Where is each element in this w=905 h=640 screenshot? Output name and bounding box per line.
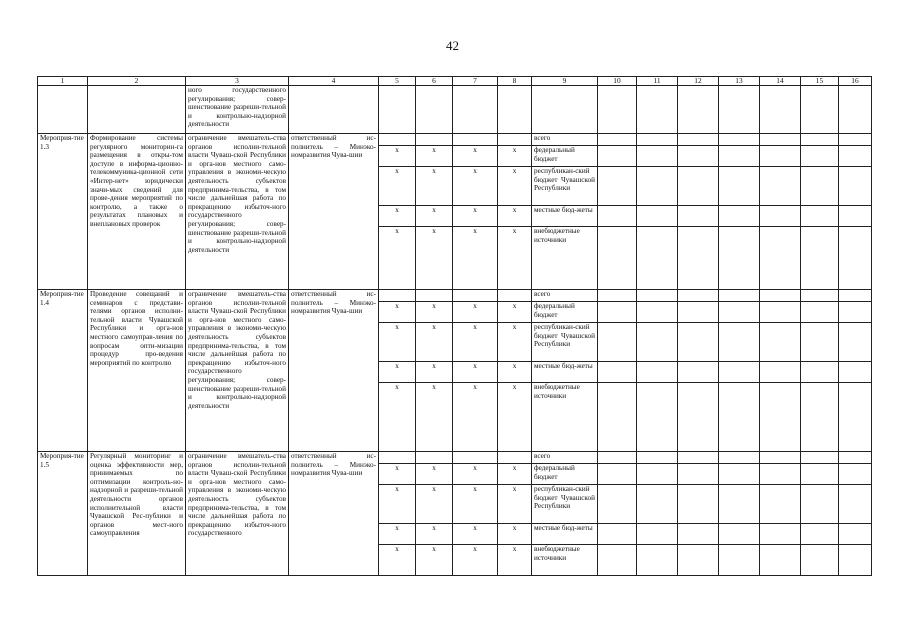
code-cell bbox=[498, 290, 532, 302]
code-cell: х bbox=[498, 167, 532, 206]
year-cell bbox=[839, 524, 872, 545]
code-cell: х bbox=[379, 146, 416, 167]
code-cell: х bbox=[416, 167, 453, 206]
year-cell bbox=[839, 167, 872, 206]
year-cell bbox=[598, 545, 637, 576]
year-cell bbox=[678, 524, 719, 545]
empty-cell bbox=[760, 86, 801, 134]
empty-cell bbox=[38, 86, 88, 134]
code-cell: х bbox=[379, 524, 416, 545]
funding-source: всего bbox=[532, 134, 598, 146]
year-cell bbox=[678, 146, 719, 167]
code-cell bbox=[416, 134, 453, 146]
column-number: 11 bbox=[637, 77, 678, 86]
year-cell bbox=[801, 290, 839, 302]
year-cell bbox=[637, 146, 678, 167]
measure-description: Регулярный мониторинг и оценка эффективности мер, принимаемых по оптимизации контроль-но-надзорной и разреши-тельной деятельности органов исполнительной власти Чувашской Рес-публики и органов мест-ного самоуправления bbox=[88, 452, 186, 576]
code-cell bbox=[379, 134, 416, 146]
empty-cell bbox=[801, 86, 839, 134]
year-cell bbox=[678, 464, 719, 485]
empty-cell bbox=[498, 86, 532, 134]
measure-executor: ответственный ис-полнитель – Минэко-номразвития Чува-шии bbox=[289, 290, 379, 452]
goal-cell: ного государственного регулирования; совер-шенствование разреши-тельной и контрольно-надзорной деятельности bbox=[186, 86, 289, 134]
measure-name: Мероприя-тие 1.4 bbox=[38, 290, 88, 452]
column-number: 12 bbox=[678, 77, 719, 86]
empty-cell bbox=[678, 86, 719, 134]
year-cell bbox=[801, 362, 839, 383]
year-cell bbox=[719, 227, 760, 290]
year-cell bbox=[678, 227, 719, 290]
code-cell: х bbox=[453, 323, 498, 362]
year-cell bbox=[678, 545, 719, 576]
year-cell bbox=[598, 167, 637, 206]
year-cell bbox=[801, 452, 839, 464]
code-cell bbox=[498, 134, 532, 146]
year-cell bbox=[760, 362, 801, 383]
empty-cell bbox=[719, 86, 760, 134]
empty-cell bbox=[598, 86, 637, 134]
year-cell bbox=[637, 134, 678, 146]
code-cell: х bbox=[416, 545, 453, 576]
year-cell bbox=[839, 383, 872, 452]
measure-goal: ограничение вмешатель-ства органов исполни-тельной власти Чуваш-ской Республики и орга-нов местного само-управления в экономи-ческую деятельность субъектов предпринима-тельства, в том числе дальнейшая работа по прекращению избыточ-ного государственного регулирования; совер-шенствование разреши-тельной и контрольно-надзорной деятельности bbox=[186, 134, 289, 290]
code-cell: х bbox=[379, 302, 416, 323]
funding-source: местные бюд-жеты bbox=[532, 206, 598, 227]
year-cell bbox=[719, 524, 760, 545]
code-cell: х bbox=[453, 485, 498, 524]
year-cell bbox=[760, 290, 801, 302]
year-cell bbox=[598, 134, 637, 146]
year-cell bbox=[760, 545, 801, 576]
year-cell bbox=[598, 362, 637, 383]
year-cell bbox=[637, 485, 678, 524]
code-cell: х bbox=[416, 362, 453, 383]
year-cell bbox=[839, 227, 872, 290]
year-cell bbox=[678, 452, 719, 464]
code-cell: х bbox=[498, 206, 532, 227]
year-cell bbox=[760, 227, 801, 290]
column-number: 2 bbox=[88, 77, 186, 86]
year-cell bbox=[598, 206, 637, 227]
measure-description: Формирование системы регулярного мониторин-га размещения в откры-том доступе в информа-ционно-телекоммуника-ционной сети «Интер-нет» юридически значи-мых сведений для прове-дения мероприятий по контролю, а также о результатах плановых и внеплановых проверок bbox=[88, 134, 186, 290]
code-cell: х bbox=[498, 464, 532, 485]
code-cell bbox=[453, 452, 498, 464]
year-cell bbox=[637, 524, 678, 545]
year-cell bbox=[760, 452, 801, 464]
year-cell bbox=[719, 464, 760, 485]
code-cell: х bbox=[379, 323, 416, 362]
measure-executor: ответственный ис-полнитель – Минэко-номразвития Чува-шии bbox=[289, 452, 379, 576]
year-cell bbox=[839, 206, 872, 227]
empty-cell bbox=[532, 86, 598, 134]
year-cell bbox=[719, 362, 760, 383]
year-cell bbox=[678, 362, 719, 383]
year-cell bbox=[839, 302, 872, 323]
code-cell: х bbox=[498, 227, 532, 290]
measure-description: Проведение совещаний и семинаров с представи-телями органов исполни-тельной власти Чувашской Республики и орга-нов местного самоуправ-ления по вопросам опти-мизации процедур про-ведения мероприятий по контролю bbox=[88, 290, 186, 452]
year-cell bbox=[637, 452, 678, 464]
empty-cell bbox=[839, 86, 872, 134]
year-cell bbox=[637, 383, 678, 452]
year-cell bbox=[839, 464, 872, 485]
code-cell: х bbox=[379, 485, 416, 524]
year-cell bbox=[839, 485, 872, 524]
year-cell bbox=[678, 302, 719, 323]
code-cell: х bbox=[379, 167, 416, 206]
column-number: 3 bbox=[186, 77, 289, 86]
code-cell bbox=[453, 290, 498, 302]
code-cell: х bbox=[453, 227, 498, 290]
year-cell bbox=[839, 362, 872, 383]
year-cell bbox=[719, 323, 760, 362]
year-cell bbox=[719, 206, 760, 227]
year-cell bbox=[637, 206, 678, 227]
code-cell bbox=[379, 290, 416, 302]
code-cell: х bbox=[379, 227, 416, 290]
empty-cell bbox=[289, 86, 379, 134]
funding-source: местные бюд-жеты bbox=[532, 362, 598, 383]
year-cell bbox=[801, 206, 839, 227]
code-cell: х bbox=[453, 464, 498, 485]
year-cell bbox=[678, 383, 719, 452]
code-cell: х bbox=[498, 302, 532, 323]
year-cell bbox=[839, 290, 872, 302]
year-cell bbox=[598, 227, 637, 290]
measure-goal: ограничение вмешатель-ства органов исполни-тельной власти Чуваш-ской Республики и орга-нов местного само-управления в экономи-ческую деятельность субъектов предпринима-тельства, в том числе дальнейшая работа по прекращению избыточ-ного государственного bbox=[186, 452, 289, 576]
year-cell bbox=[637, 362, 678, 383]
year-cell bbox=[760, 167, 801, 206]
year-cell bbox=[839, 134, 872, 146]
column-number: 13 bbox=[719, 77, 760, 86]
year-cell bbox=[637, 302, 678, 323]
year-cell bbox=[678, 323, 719, 362]
code-cell: х bbox=[416, 227, 453, 290]
measure-executor: ответственный ис-полнитель – Минэко-номразвития Чува-шии bbox=[289, 134, 379, 290]
year-cell bbox=[719, 383, 760, 452]
year-cell bbox=[801, 545, 839, 576]
code-cell: х bbox=[453, 302, 498, 323]
column-number: 9 bbox=[532, 77, 598, 86]
year-cell bbox=[801, 146, 839, 167]
year-cell bbox=[598, 146, 637, 167]
year-cell bbox=[637, 227, 678, 290]
funding-source: республикан-ский бюджет Чувашской Республики bbox=[532, 167, 598, 206]
code-cell: х bbox=[498, 146, 532, 167]
column-number: 1 bbox=[38, 77, 88, 86]
column-number: 5 bbox=[379, 77, 416, 86]
year-cell bbox=[760, 524, 801, 545]
code-cell: х bbox=[416, 302, 453, 323]
year-cell bbox=[760, 302, 801, 323]
page-number: 42 bbox=[446, 38, 459, 53]
funding-source: федеральный бюджет bbox=[532, 146, 598, 167]
column-number: 7 bbox=[453, 77, 498, 86]
year-cell bbox=[801, 227, 839, 290]
year-cell bbox=[839, 452, 872, 464]
funding-source: внебюджетные источники bbox=[532, 227, 598, 290]
code-cell: х bbox=[453, 206, 498, 227]
measure-goal: ограничение вмешатель-ства органов исполни-тельной власти Чуваш-ской Республики и орга-нов местного само-управления в экономи-ческую деятельность субъектов предпринима-тельства, в том числе дальнейшая работа по прекращению избыточ-ного государственного регулирования; совер-шенствование разреши-тельной и контрольно-надзорной деятельности bbox=[186, 290, 289, 452]
year-cell bbox=[637, 545, 678, 576]
year-cell bbox=[678, 206, 719, 227]
column-number: 14 bbox=[760, 77, 801, 86]
code-cell: х bbox=[379, 206, 416, 227]
year-cell bbox=[801, 485, 839, 524]
year-cell bbox=[839, 545, 872, 576]
year-cell bbox=[760, 383, 801, 452]
code-cell: х bbox=[453, 383, 498, 452]
code-cell: х bbox=[416, 206, 453, 227]
code-cell: х bbox=[453, 167, 498, 206]
year-cell bbox=[839, 146, 872, 167]
column-number: 10 bbox=[598, 77, 637, 86]
year-cell bbox=[801, 323, 839, 362]
column-number: 15 bbox=[801, 77, 839, 86]
funding-source: местные бюд-жеты bbox=[532, 524, 598, 545]
column-number: 16 bbox=[839, 77, 872, 86]
code-cell: х bbox=[379, 464, 416, 485]
year-cell bbox=[801, 383, 839, 452]
code-cell: х bbox=[498, 323, 532, 362]
code-cell bbox=[379, 452, 416, 464]
year-cell bbox=[637, 464, 678, 485]
code-cell: х bbox=[416, 323, 453, 362]
year-cell bbox=[598, 485, 637, 524]
year-cell bbox=[801, 167, 839, 206]
funding-source: федеральный бюджет bbox=[532, 302, 598, 323]
funding-source: внебюджетные источники bbox=[532, 383, 598, 452]
year-cell bbox=[801, 134, 839, 146]
code-cell: х bbox=[498, 524, 532, 545]
funding-source: всего bbox=[532, 290, 598, 302]
year-cell bbox=[598, 323, 637, 362]
measure-name: Мероприя-тие 1.5 bbox=[38, 452, 88, 576]
year-cell bbox=[760, 146, 801, 167]
year-cell bbox=[678, 485, 719, 524]
measure-name: Мероприя-тие 1.3 bbox=[38, 134, 88, 290]
year-cell bbox=[760, 464, 801, 485]
year-cell bbox=[598, 524, 637, 545]
measure-row bbox=[38, 452, 872, 464]
code-cell: х bbox=[453, 524, 498, 545]
code-cell: х bbox=[416, 464, 453, 485]
year-cell bbox=[637, 323, 678, 362]
year-cell bbox=[678, 290, 719, 302]
year-cell bbox=[801, 302, 839, 323]
year-cell bbox=[637, 290, 678, 302]
funding-source: республикан-ский бюджет Чувашской Республики bbox=[532, 323, 598, 362]
year-cell bbox=[760, 134, 801, 146]
year-cell bbox=[760, 323, 801, 362]
program-table bbox=[37, 76, 872, 576]
code-cell: х bbox=[416, 524, 453, 545]
continuation-row bbox=[38, 86, 872, 134]
year-cell bbox=[760, 206, 801, 227]
header-row bbox=[38, 77, 872, 86]
code-cell: х bbox=[453, 362, 498, 383]
year-cell bbox=[719, 452, 760, 464]
code-cell: х bbox=[498, 383, 532, 452]
year-cell bbox=[678, 167, 719, 206]
column-number: 6 bbox=[416, 77, 453, 86]
funding-source: федеральный бюджет bbox=[532, 464, 598, 485]
code-cell: х bbox=[498, 485, 532, 524]
code-cell: х bbox=[379, 362, 416, 383]
funding-source: республикан-ский бюджет Чувашской Республики bbox=[532, 485, 598, 524]
measure-row bbox=[38, 134, 872, 146]
code-cell: х bbox=[416, 485, 453, 524]
measure-row bbox=[38, 290, 872, 302]
empty-cell bbox=[379, 86, 416, 134]
code-cell: х bbox=[416, 383, 453, 452]
code-cell bbox=[453, 134, 498, 146]
empty-cell bbox=[637, 86, 678, 134]
code-cell: х bbox=[453, 545, 498, 576]
year-cell bbox=[760, 485, 801, 524]
code-cell bbox=[416, 290, 453, 302]
year-cell bbox=[598, 290, 637, 302]
code-cell: х bbox=[498, 545, 532, 576]
funding-source: внебюджетные источники bbox=[532, 545, 598, 576]
year-cell bbox=[839, 323, 872, 362]
year-cell bbox=[598, 383, 637, 452]
year-cell bbox=[719, 290, 760, 302]
code-cell: х bbox=[453, 146, 498, 167]
empty-cell bbox=[416, 86, 453, 134]
year-cell bbox=[719, 545, 760, 576]
code-cell bbox=[498, 452, 532, 464]
year-cell bbox=[801, 464, 839, 485]
year-cell bbox=[637, 167, 678, 206]
empty-cell bbox=[453, 86, 498, 134]
code-cell: х bbox=[379, 545, 416, 576]
code-cell: х bbox=[416, 146, 453, 167]
code-cell bbox=[416, 452, 453, 464]
funding-source: всего bbox=[532, 452, 598, 464]
year-cell bbox=[719, 146, 760, 167]
year-cell bbox=[598, 452, 637, 464]
code-cell: х bbox=[379, 383, 416, 452]
column-number: 8 bbox=[498, 77, 532, 86]
year-cell bbox=[719, 134, 760, 146]
year-cell bbox=[801, 524, 839, 545]
empty-cell bbox=[88, 86, 186, 134]
column-number: 4 bbox=[289, 77, 379, 86]
year-cell bbox=[598, 464, 637, 485]
year-cell bbox=[598, 302, 637, 323]
year-cell bbox=[719, 167, 760, 206]
year-cell bbox=[678, 134, 719, 146]
year-cell bbox=[719, 485, 760, 524]
year-cell bbox=[719, 302, 760, 323]
code-cell: х bbox=[498, 362, 532, 383]
